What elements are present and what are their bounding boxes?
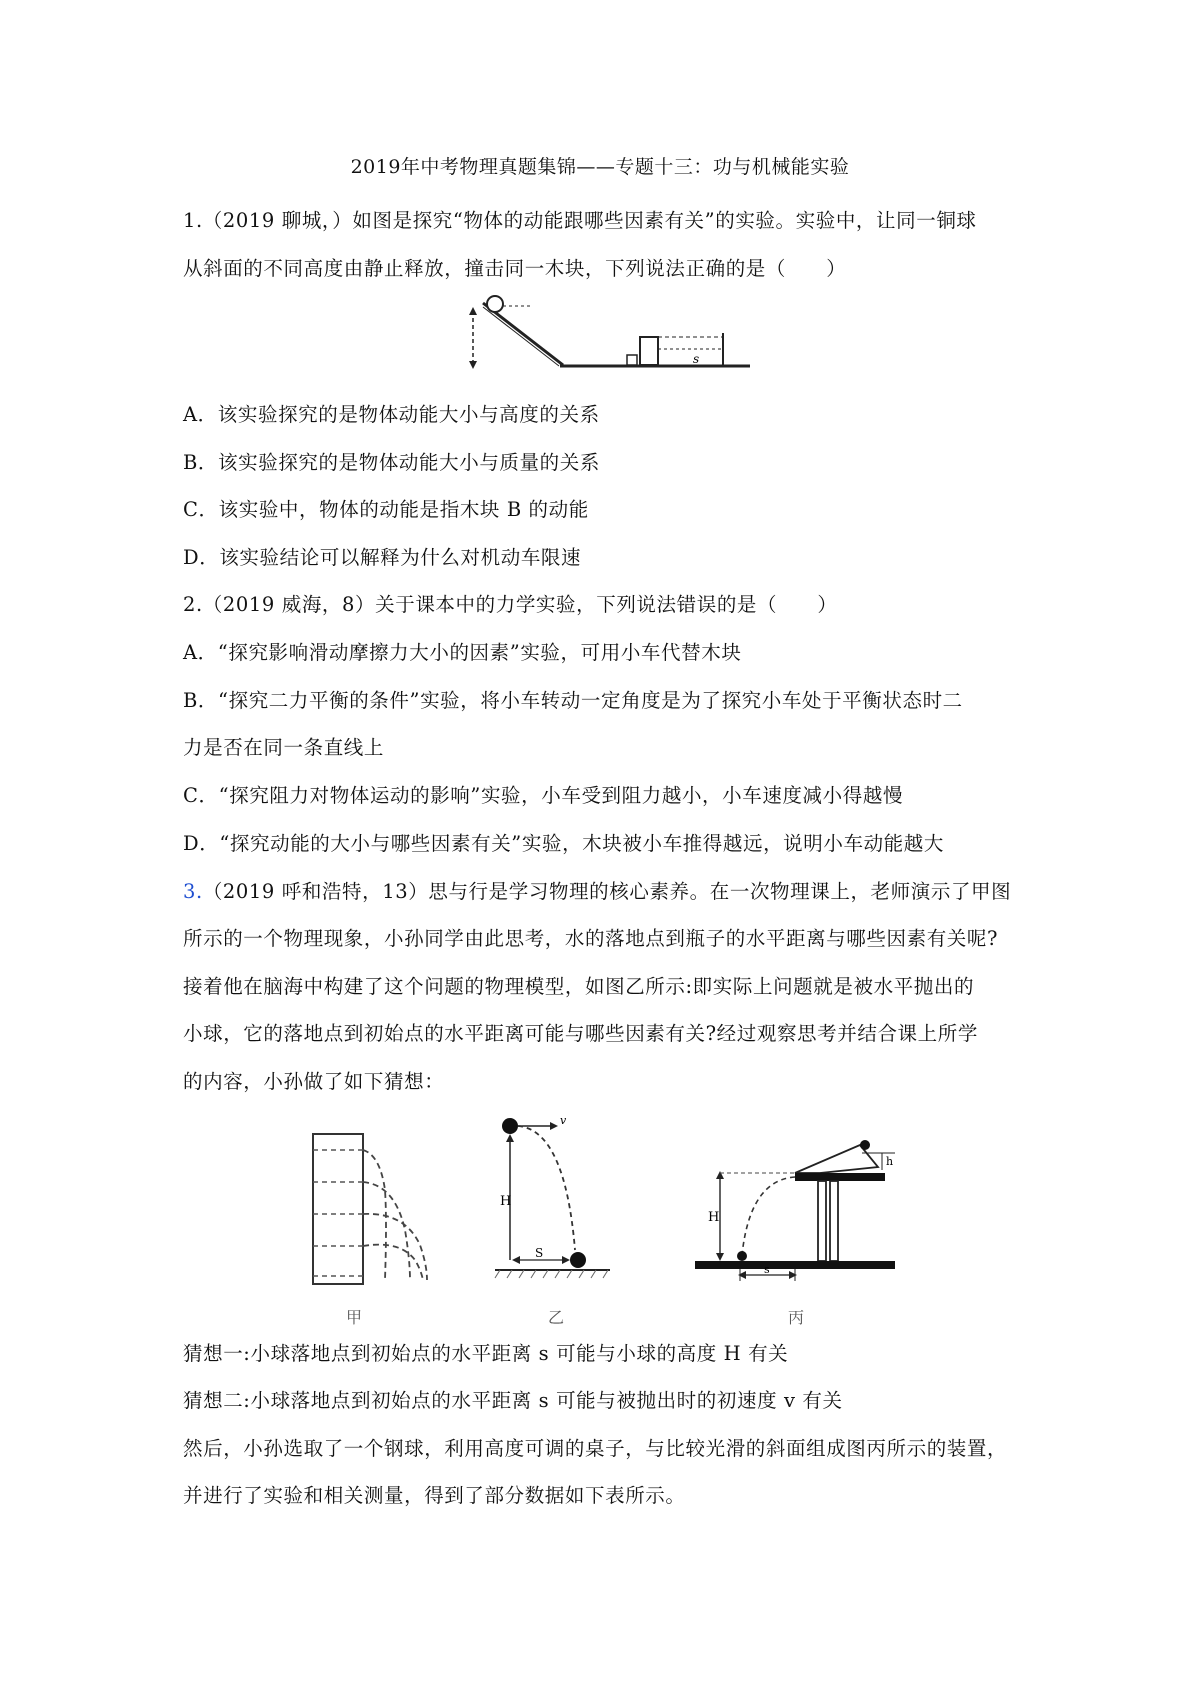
q2-option-b-cont: 力是否在同一条直线上 (183, 736, 385, 759)
q3-S-label: S (535, 1246, 544, 1260)
q3-caption-bing: 丙 (788, 1308, 805, 1327)
q3-s-label-bing: s (764, 1263, 770, 1276)
q2-option-b: B．“探究二力平衡的条件”实验，将小车转动一定角度是为了探究小车处于平衡状态时二 (183, 689, 963, 712)
q1-s-label: s (693, 352, 700, 366)
q3-H-label-bing: H (708, 1210, 720, 1225)
q3-line1 (183, 876, 1011, 904)
q3-line4: 小球，它的落地点到初始点的水平距离可能与哪些因素有关?经过观察思考并结合课上所学 (183, 1022, 978, 1045)
q2-option-c: C．“探究阻力对物体运动的影响”实验，小车受到阻力越小，小车速度减小得越慢 (183, 784, 904, 807)
q3-after-line2: 并进行了实验和相关测量，得到了部分数据如下表所示。 (183, 1484, 686, 1507)
q3-figure-jia (305, 1130, 455, 1290)
q3-line5: 的内容，小孙做了如下猜想： (183, 1070, 445, 1093)
q3-figure-yi (490, 1110, 620, 1290)
page-title: 2019年中考物理真题集锦——专题十三：功与机械能实验 (350, 156, 850, 178)
q3-line3: 接着他在脑海中构建了这个问题的物理模型，如图乙所示:即实际上问题就是被水平抛出的 (183, 975, 975, 998)
q3-H-label-yi: H (500, 1194, 512, 1209)
q1-incline-figure (455, 293, 755, 373)
q1-line2: 从斜面的不同高度由静止释放，撞击同一木块，下列说法正确的是（ ） (183, 257, 847, 280)
q3-after-line1: 然后，小孙选取了一个钢球，利用高度可调的桌子，与比较光滑的斜面组成图丙所示的装置， (183, 1437, 1008, 1460)
q3-h-label: h (886, 1155, 894, 1168)
q3-guess2: 猜想二:小球落地点到初始点的水平距离 s 可能与被抛出时的初速度 v 有关 (183, 1389, 843, 1412)
q3-number: 3. (183, 880, 203, 903)
q1-option-a: A．该实验探究的是物体动能大小与高度的关系 (183, 403, 600, 426)
q3-v-label: v (560, 1114, 567, 1127)
q1-line1: 1.（2019 聊城，）如图是探究“物体的动能跟哪些因素有关”的实验。实验中，让同一铜球 (183, 209, 977, 232)
q2-option-a: A．“探究影响滑动摩擦力大小的因素”实验，可用小车代替木块 (183, 641, 742, 664)
q3-figure-bing (690, 1125, 900, 1285)
q1-option-b: B．该实验探究的是物体动能大小与质量的关系 (183, 451, 600, 474)
q3-caption-jia: 甲 (346, 1308, 363, 1327)
q3-caption-yi: 乙 (548, 1308, 565, 1327)
q2-option-d: D．“探究动能的大小与哪些因素有关”实验，木块被小车推得越远，说明小车动能越大 (183, 832, 944, 855)
q3-line2: 所示的一个物理现象，小孙同学由此思考，水的落地点到瓶子的水平距离与哪些因素有关呢? (183, 927, 999, 950)
q3-guess1: 猜想一:小球落地点到初始点的水平距离 s 可能与小球的高度 H 有关 (183, 1342, 789, 1365)
q1-option-d: D．该实验结论可以解释为什么对机动车限速 (183, 546, 582, 569)
q3-line1-text: （2019 呼和浩特，13）思与行是学习物理的核心素养。在一次物理课上，老师演示了甲图 (202, 880, 1012, 903)
q2-line1: 2.（2019 威海，8）关于课本中的力学实验，下列说法错误的是（ ） (183, 593, 838, 616)
q1-option-c: C．该实验中，物体的动能是指木块 B 的动能 (183, 498, 589, 521)
